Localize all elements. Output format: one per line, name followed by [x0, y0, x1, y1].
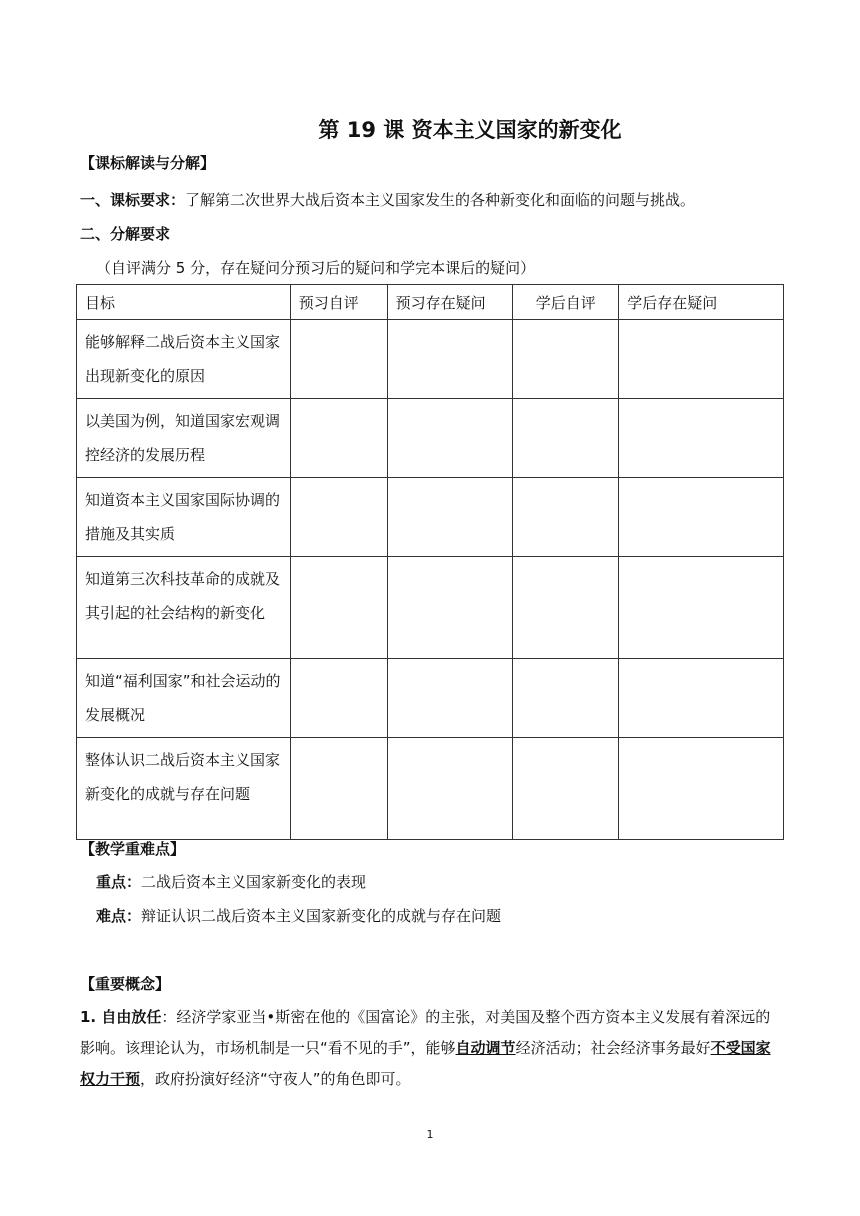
- key-point-text: 二战后资本主义国家新变化的表现: [141, 873, 367, 891]
- concept-text: 经济活动；社会经济事务最好: [515, 1039, 711, 1057]
- table-row: [77, 399, 784, 478]
- pre-score-cell[interactable]: [290, 557, 387, 659]
- pre-score-cell[interactable]: [290, 320, 387, 399]
- post-question-cell[interactable]: [619, 659, 784, 738]
- goals-table: [76, 284, 784, 840]
- table-row: [77, 478, 784, 557]
- post-question-cell[interactable]: [619, 399, 784, 478]
- concept-underline-no-intervention: 不受国家权力干预: [80, 1039, 771, 1088]
- header-cell: 目标: [77, 285, 291, 320]
- pre-score-cell[interactable]: [290, 738, 387, 840]
- pre-question-cell[interactable]: [387, 478, 513, 557]
- table-row: [77, 659, 784, 738]
- pre-score-cell[interactable]: [290, 659, 387, 738]
- header-cell: 预习存在疑问: [387, 285, 513, 320]
- self-eval-note: （自评满分 5 分，存在疑问分预习后的疑问和学完本课后的疑问）: [96, 259, 536, 277]
- goal-cell: 知道“福利国家”和社会运动的发展概况: [77, 659, 291, 738]
- pre-question-cell[interactable]: [387, 399, 513, 478]
- key-point: [96, 871, 366, 893]
- requirement-label: 一、课标要求：: [80, 191, 186, 209]
- decomposition-heading: 二、分解要求: [80, 225, 171, 243]
- post-question-cell[interactable]: [619, 557, 784, 659]
- post-score-cell[interactable]: [513, 659, 619, 738]
- post-question-cell[interactable]: [619, 738, 784, 840]
- section-heading-curriculum: 【课标解读与分解】: [80, 154, 216, 172]
- concept-text: ：经济学家亚当•斯密在他的《国富论》的主张，对美国及整个西方资本主义发展有着深远的影响。该理论认为，市场机制是一只“看不见的手”，能够: [80, 1008, 771, 1057]
- concept-underline-self-regulation: 自动调节: [455, 1039, 516, 1057]
- post-score-cell[interactable]: [513, 320, 619, 399]
- concept-text: ，政府扮演好经济“守夜人”的角色即可。: [140, 1070, 411, 1088]
- difficult-point-text: 辩证认识二战后资本主义国家新变化的成就与存在问题: [141, 907, 502, 925]
- concept-label: 1. 自由放任: [80, 1008, 162, 1026]
- table-header-row: [77, 285, 784, 320]
- header-cell: 学后自评: [513, 285, 619, 320]
- pre-score-cell[interactable]: [290, 478, 387, 557]
- concept-laissez-faire: [80, 1002, 784, 1095]
- post-score-cell[interactable]: [513, 399, 619, 478]
- table-row: [77, 738, 784, 840]
- goal-cell: 整体认识二战后资本主义国家新变化的成就与存在问题: [77, 738, 291, 840]
- goal-cell: 知道第三次科技革命的成就及其引起的社会结构的新变化: [77, 557, 291, 659]
- pre-question-cell[interactable]: [387, 320, 513, 399]
- pre-question-cell[interactable]: [387, 738, 513, 840]
- section-heading-concepts: 【重要概念】: [80, 975, 171, 993]
- post-score-cell[interactable]: [513, 557, 619, 659]
- pre-question-cell[interactable]: [387, 557, 513, 659]
- header-cell: 学后存在疑问: [619, 285, 784, 320]
- page-title: 第 19 课 资本主义国家的新变化: [318, 118, 622, 142]
- goal-cell: 知道资本主义国家国际协调的措施及其实质: [77, 478, 291, 557]
- difficult-point-label: 难点：: [96, 907, 142, 925]
- post-question-cell[interactable]: [619, 478, 784, 557]
- difficult-point: [96, 905, 501, 927]
- pre-score-cell[interactable]: [290, 399, 387, 478]
- pre-question-cell[interactable]: [387, 659, 513, 738]
- curriculum-requirement: [80, 189, 695, 211]
- post-question-cell[interactable]: [619, 320, 784, 399]
- goal-cell: 以美国为例，知道国家宏观调控经济的发展历程: [77, 399, 291, 478]
- key-point-label: 重点：: [96, 873, 142, 891]
- section-heading-key-points: 【教学重难点】: [80, 840, 186, 858]
- post-score-cell[interactable]: [513, 738, 619, 840]
- post-score-cell[interactable]: [513, 478, 619, 557]
- header-cell: 预习自评: [290, 285, 387, 320]
- table-row: [77, 557, 784, 659]
- table-row: [77, 320, 784, 399]
- page-number: 1: [426, 1128, 434, 1141]
- requirement-text: 了解第二次世界大战后资本主义国家发生的各种新变化和面临的问题与挑战。: [185, 191, 696, 209]
- goal-cell: 能够解释二战后资本主义国家出现新变化的原因: [77, 320, 291, 399]
